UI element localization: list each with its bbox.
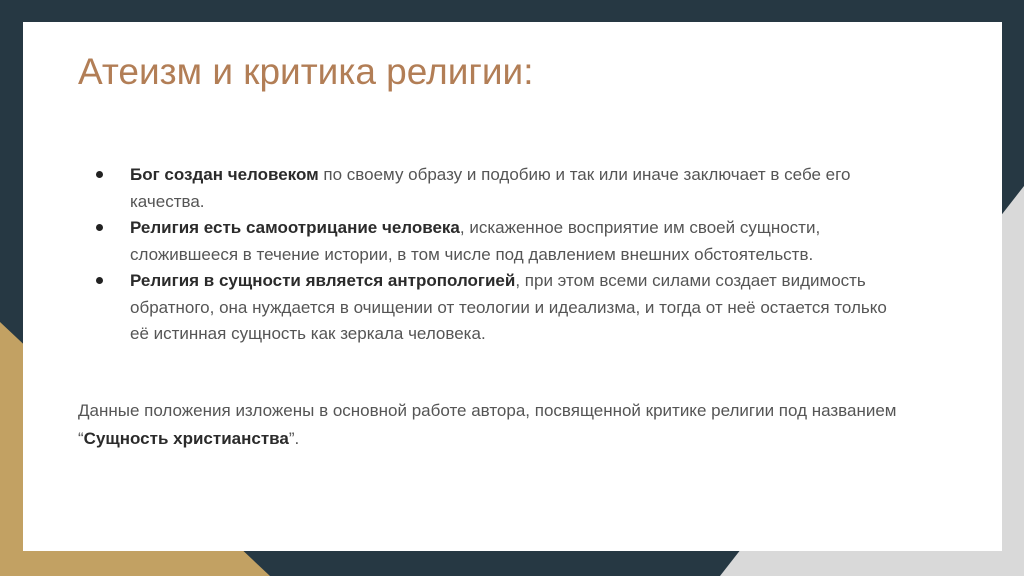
bullet-bold-text: Религия в сущности является антропологией	[130, 271, 516, 290]
book-title: Сущность христианства	[83, 429, 289, 448]
bullet-dot-icon	[96, 277, 103, 284]
bullet-list	[130, 162, 910, 348]
bullet-text: , при этом всеми силами создает видимость обратного, она нуждается в очищении от теологии и идеализма, и тогда от неё остается только её истинная сущность как зеркала человека.	[130, 271, 887, 343]
bullet-text: по своему образу и подобию и так или иначе заключает в себе его качества.	[130, 165, 851, 211]
paragraph-text: Данные положения изложены в основной работе автора, посвященной критике религии под названием “	[78, 401, 897, 448]
bullet-item	[130, 215, 910, 268]
bullet-text: , искаженное восприятие им своей сущности, сложившееся в течение истории, в том числе под давлением внешних обстоятельств.	[130, 218, 821, 264]
summary-paragraph	[78, 397, 938, 453]
bullet-item	[130, 162, 910, 215]
bullet-dot-icon	[96, 224, 103, 231]
bullet-item	[130, 268, 910, 348]
bullet-dot-icon	[96, 171, 103, 178]
bullet-bold-text: Религия есть самоотрицание человека	[130, 218, 460, 237]
bullet-bold-text: Бог создан человеком	[130, 165, 319, 184]
paragraph-text-end: ”.	[288, 429, 300, 448]
slide-title: Атеизм и критика религии:	[78, 51, 534, 92]
